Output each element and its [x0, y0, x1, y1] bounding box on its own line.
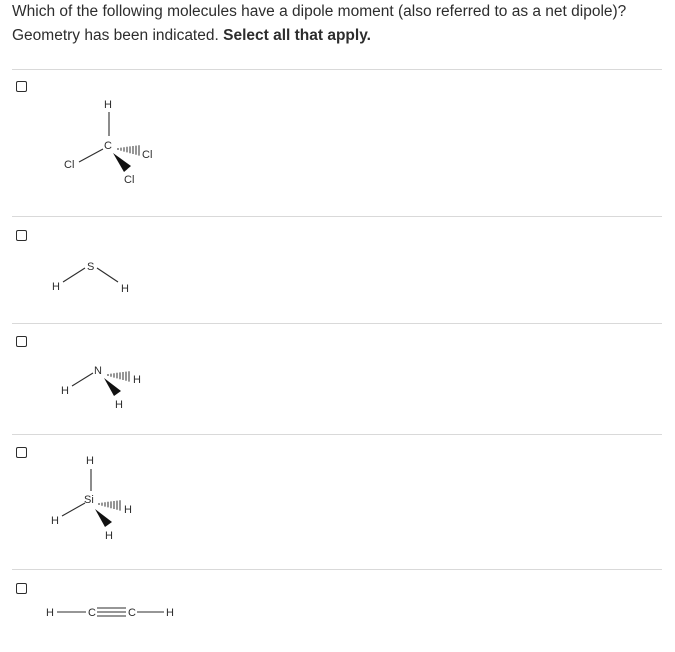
atom-label: C: [128, 607, 136, 619]
atom-label: H: [121, 283, 129, 295]
atom-label: N: [94, 365, 102, 377]
atom-label: Si: [84, 494, 94, 506]
atom-label: H: [105, 530, 113, 542]
triple-bond: [97, 608, 126, 616]
select-all-instruction: Select all that apply.: [223, 27, 371, 44]
question-instruction: Geometry has been indicated.: [12, 27, 224, 44]
atom-label: H: [61, 385, 69, 397]
atom-label: H: [51, 515, 59, 527]
atom-label: Cl: [142, 149, 153, 161]
atom-label: C: [104, 140, 112, 152]
atom-label: Cl: [64, 159, 75, 171]
atom-label: Cl: [124, 174, 135, 186]
atom-label: H: [46, 607, 54, 619]
atom-label: H: [166, 607, 174, 619]
atom-label: C: [88, 607, 96, 619]
atom-label: H: [104, 99, 112, 111]
question-line-1: Which of the following molecules have a dipole moment (also referred to as a net dipole)?: [12, 3, 627, 20]
atom-label: H: [86, 455, 94, 467]
atom-label: H: [133, 374, 141, 386]
atom-label: H: [115, 399, 123, 411]
atom-label: S: [87, 261, 95, 273]
atom-label: H: [124, 504, 132, 516]
atom-label: H: [52, 281, 60, 293]
